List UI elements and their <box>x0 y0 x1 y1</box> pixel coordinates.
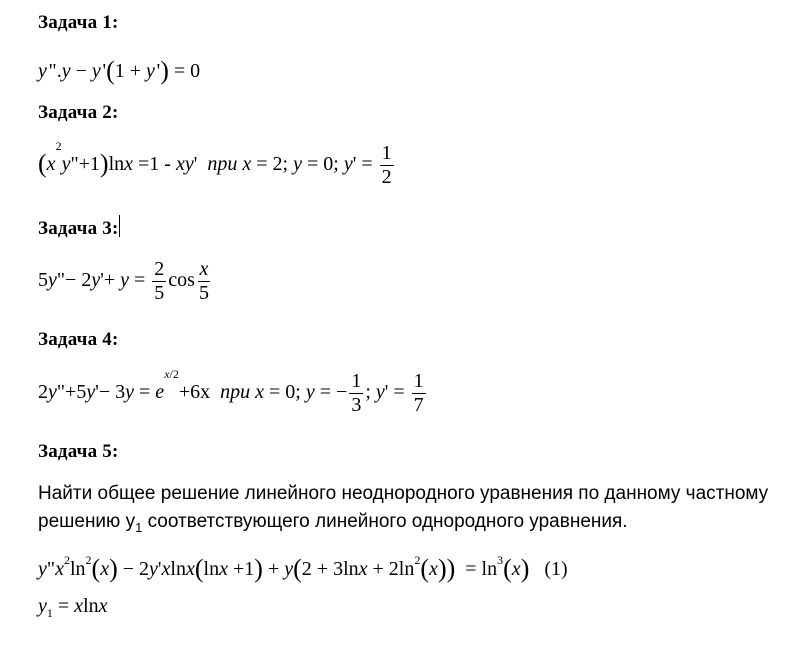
task3-heading-text: Задача 3: <box>38 218 119 239</box>
task5-particular-solution: $y_1 = xlnx$ <box>38 595 108 620</box>
task2-equation: $(x^2y"+1)\ln x =1 - xy'$ при x = 2; y = 0; y' = $\frac{1}{2}$ <box>38 139 392 188</box>
text-cursor <box>119 215 120 237</box>
task3-heading <box>38 215 120 240</box>
task5-equation: $y"x^2\ln^2(x) - 2y'xlnx(\ln x +1) + y(2 + 3\ln x + 2\ln^2(x)) = \ln^3(x)$ (1) <box>38 553 568 583</box>
task3-equation: 5y"− 2y'+ y = $\frac{2}{5}$ cos $\frac{x}{5}$ <box>38 258 209 304</box>
task3-fraction-arg: $\frac{x}{5}$ <box>198 258 209 304</box>
task5-heading: Задача 5: <box>38 441 119 462</box>
task2-heading: Задача 2: <box>38 102 119 123</box>
task4-fraction-yprime: $\frac{1}{7}$ <box>413 370 424 416</box>
task2-condition-word: при <box>207 153 238 176</box>
task4-equation: 2y"+5y'− $3y = e^{x/2}+6x$ при x = 0; y = − $\frac{1}{3}$ ; y' = $\frac{1}{7}$ <box>38 367 424 416</box>
task1-heading: Задача 1: <box>38 12 119 33</box>
task4-fraction-y: $\frac{1}{3}$ <box>351 370 362 416</box>
task3-fraction-coef: $\frac{2}{5}$ <box>154 258 165 304</box>
task5-description: Найти общее решение линейного неоднородного уравнения по данному частному решению $y_1$ соответствующего линейного однородного уравнения. <box>38 483 769 535</box>
task1-equation: y ".y − y '(1 + y ') = 0 <box>38 56 201 85</box>
task5-equation-number: (1) <box>544 558 568 580</box>
task4-condition-word: при <box>220 381 251 404</box>
task2-fraction: $\frac{1}{2}$ <box>381 142 392 188</box>
task4-heading: Задача 4: <box>38 329 119 350</box>
